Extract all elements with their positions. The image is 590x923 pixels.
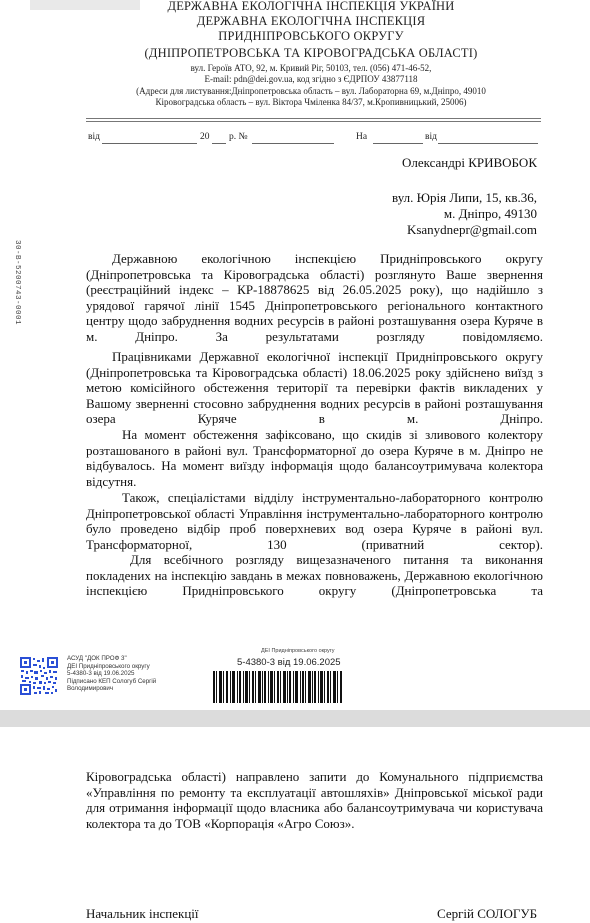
org-name-line4: (ДНІПРОПЕТРОВСЬКА ТА КІРОВОГРАДСЬКА ОБЛАСТІ) <box>144 46 478 60</box>
stamp-signer: Підписано КЕП Сологуб Сергій Володимирович <box>67 677 157 693</box>
recipient-city: м. Дніпро, 49130 <box>443 206 537 221</box>
ref-from-label: від <box>88 132 100 142</box>
recipient-email: Ksanydnepr@gmail.com <box>406 222 537 237</box>
org-name-line3: ПРИДНІПРОВСЬКОГО ОКРУГУ <box>218 29 404 43</box>
stamp-reg: 5-4380-3 від 19.06.2025 <box>67 670 135 678</box>
ref-to-label: На <box>356 132 368 142</box>
header-divider-2 <box>86 121 541 122</box>
stamp-org: ДЕІ Придніпровського округу <box>67 662 150 670</box>
recipient-name: Олександрі КРИВОБОК <box>401 155 537 170</box>
org-address-line3: (Адреси для листування:Дніпропетровська область – вул. Лабораторна 69, м.Дніпро, 49010 <box>136 86 486 96</box>
ref-date-line <box>102 143 197 144</box>
signature-title: Начальник інспекції <box>86 906 199 921</box>
paragraph-3: На момент обстеження зафіксовано, що скидів зі зливового колектору розташованого в районі вул. Трансформаторної до озера Куряче в м. Дніпро не відбувалось. На момент виїзду інформація щодо балансоутримувача колектора відсутня. <box>86 427 543 489</box>
org-address-line4: Кіровоградська область – вул. Віктора Чміленка 84/37, м.Кропивницький, 25006) <box>155 97 467 107</box>
page2-paragraph: Кіровоградська області) направлено запити до Комунального підприємства «Управління по ремонту та експлуатації автошляхів» Дніпровської міської ради для отримання інформації щодо власника або балансоутримувача чи користувача колектора та до ТОВ «Корпорація «Агро Союз». <box>86 769 543 831</box>
ref-number-label: р. № <box>229 132 248 142</box>
e-signature-stamp <box>67 655 177 693</box>
ref-year-label: 20 <box>200 132 210 142</box>
registration-side-code: 30-В-5200743-0001 <box>13 240 21 326</box>
registration-org-small: ДЕІ Придніпровського округу <box>261 648 335 654</box>
recipient-street: вул. Юрія Липи, 15, кв.36, <box>392 190 537 205</box>
ref-incoming-date-line <box>438 143 538 144</box>
paragraph-4: Також, спеціалістами відділу інструментально-лабораторного контролю Дніпропетровської області Управління інструментально-лабораторного контролю було проведено відбір проб поверхневих вод озера Куряче в районі вул. Трансформаторної, 130 (приватний сектор). <box>86 490 543 552</box>
ref-from-label-2: від <box>425 132 437 142</box>
stamp-system: АСУД "ДОК ПРОФ 3" <box>67 655 127 662</box>
ref-number-line <box>252 143 334 144</box>
barcode-icon <box>213 671 343 703</box>
org-address-line1: вул. Героїв АТО, 92, м. Кривий Ріг, 50103, тел. (056) 471-46-52, <box>190 63 432 73</box>
signature-name: Сергій СОЛОГУБ <box>437 906 538 921</box>
paragraph-2: Працівниками Державної екологічної інспекції Придніпровського округу (Дніпропетровська та Кіровоградська області) 18.06.2025 року здійснено виїзд з метою комісійного обстеження території та перевірки фактів викладених у Вашому зверненні стосовно забруднення водних ресурсів в районі розташування озера Куряче в м. Дніпро. <box>86 349 543 427</box>
paragraph-1: Державною екологічною інспекцією Придніпровського округу (Дніпропетровська та Кіровоградська області) розглянуто Ваше звернення (реєстраційний індекс – КР-18878625 від 26.05.2025 року), що надійшло з урядової гарячої лінії 1545 Дніпропетровського регіонального контактного центру щодо забруднення водних ресурсів в районі розташування озера Куряче в м. Дніпро. За результатами розгляду повідомляємо. <box>86 251 543 344</box>
org-name-line2: ДЕРЖАВНА ЕКОЛОГІЧНА ІНСПЕКЦІЯ <box>196 14 426 28</box>
header-divider <box>86 118 541 119</box>
ref-incoming-line <box>373 143 423 144</box>
reference-row <box>86 132 541 146</box>
org-name-line1: ДЕРЖАВНА ЕКОЛОГІЧНА ІНСПЕКЦІЯ УКРАЇНИ <box>167 0 455 13</box>
qr-code-icon <box>19 656 59 696</box>
registration-number: 5-4380-3 від 19.06.2025 <box>237 657 341 668</box>
org-address-line2: E-mail: pdn@dei.gov.ua, код згідно з ЄДРПОУ 43877118 <box>204 74 418 84</box>
ref-year-line <box>212 143 226 144</box>
paragraph-5: Для всебічного розгляду вищезазначеного питання та виконання покладених на інспекцію завдань в межах повноважень, Державною екологічною інспекцією Придніпровського округу (Дніпропетровська та <box>86 552 543 599</box>
